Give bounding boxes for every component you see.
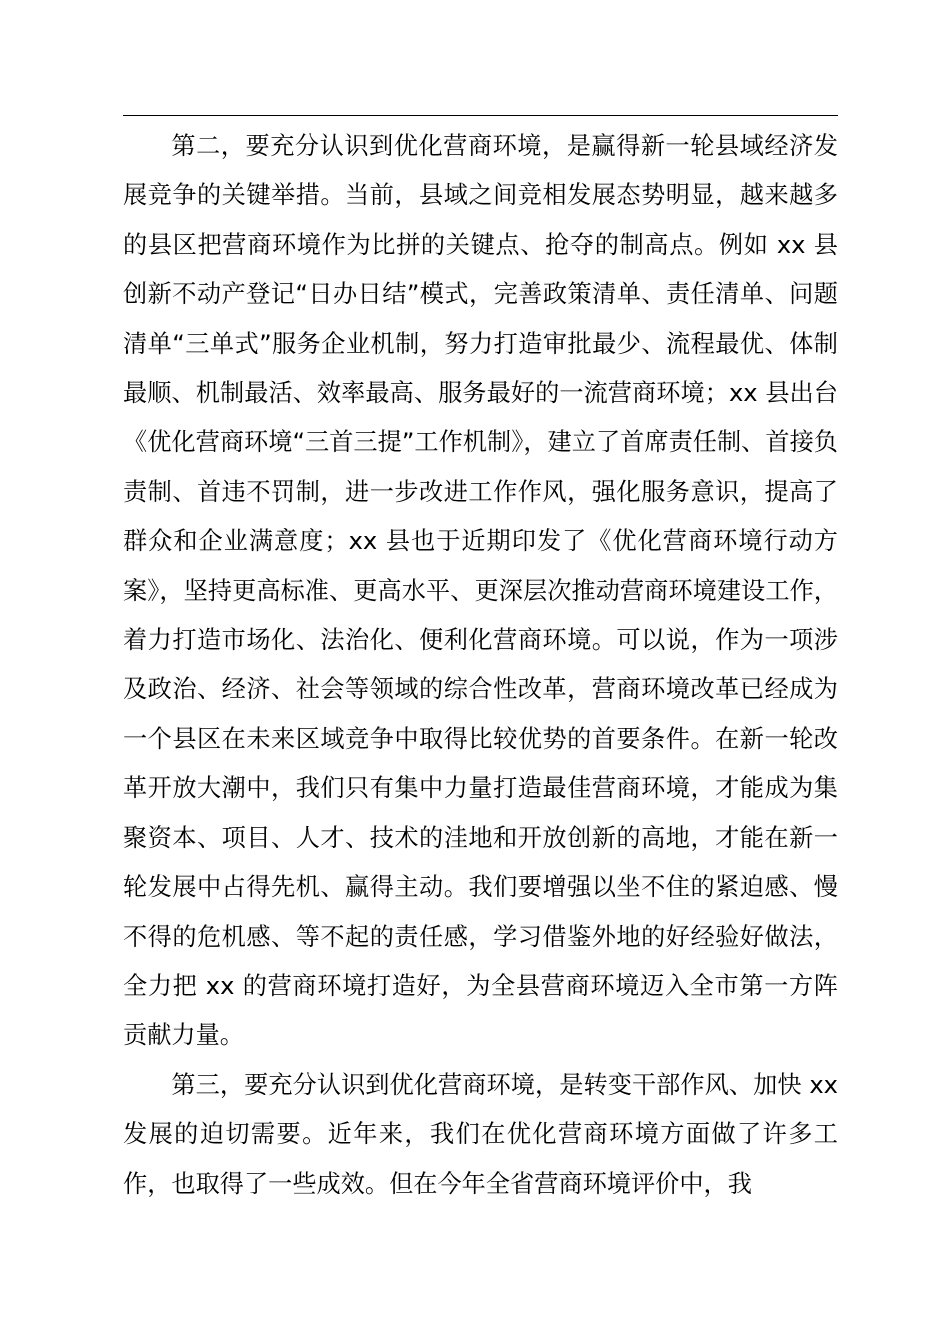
document-body bbox=[123, 122, 838, 1209]
paragraph-third-point: 第三，要充分认识到优化营商环境，是转变干部作风、加快 xx 发展的迫切需要。近年来，我们在优化营商环境方面做了许多工作，也取得了一些成效。但在今年全省营商环境评价中，我 bbox=[123, 1070, 838, 1198]
paragraph-second-point: 第二，要充分认识到优化营商环境，是赢得新一轮县域经济发展竞争的关键举措。当前，县域之间竞相发展态势明显，越来越多的县区把营商环境作为比拼的关键点、抢夺的制高点。例如 xx 县创新不动产登记“日办日结”模式，完善政策清单、责任清单、问题清单“三单式”服务企业机制，努力打造审批最少、流程最优、体制最顺、机制最活、效率最高、服务最好的一流营商环境；xx 县出台《优化营商环境“三首三提”工作机制》，建立了首席责任制、首接负责制、首违不罚制，进一步改进工作作风，强化服务意识，提高了群众和企业满意度；xx 县也于近期印发了《优化营商环境行动方案》，坚持更高标准、更高水平、更深层次推动营商环境建设工作，着力打造市场化、法治化、便利化营商环境。可以说，作为一项涉及政治、经济、社会等领域的综合性改革，营商环境改革已经成为一个县区在未来区域竞争中取得比较优势的首要条件。在新一轮改革开放大潮中，我们只有集中力量打造最佳营商环境，才能成为集聚资本、项目、人才、技术的洼地和开放创新的高地，才能在新一轮发展中占得先机、赢得主动。我们要增强以坐不住的紧迫感、慢不得的危机感、等不起的责任感，学习借鉴外地的好经验好做法，全力把 xx 的营商环境打造好，为全县营商环境迈入全市第一方阵贡献力量。 bbox=[123, 132, 838, 1050]
header-rule bbox=[123, 115, 838, 116]
